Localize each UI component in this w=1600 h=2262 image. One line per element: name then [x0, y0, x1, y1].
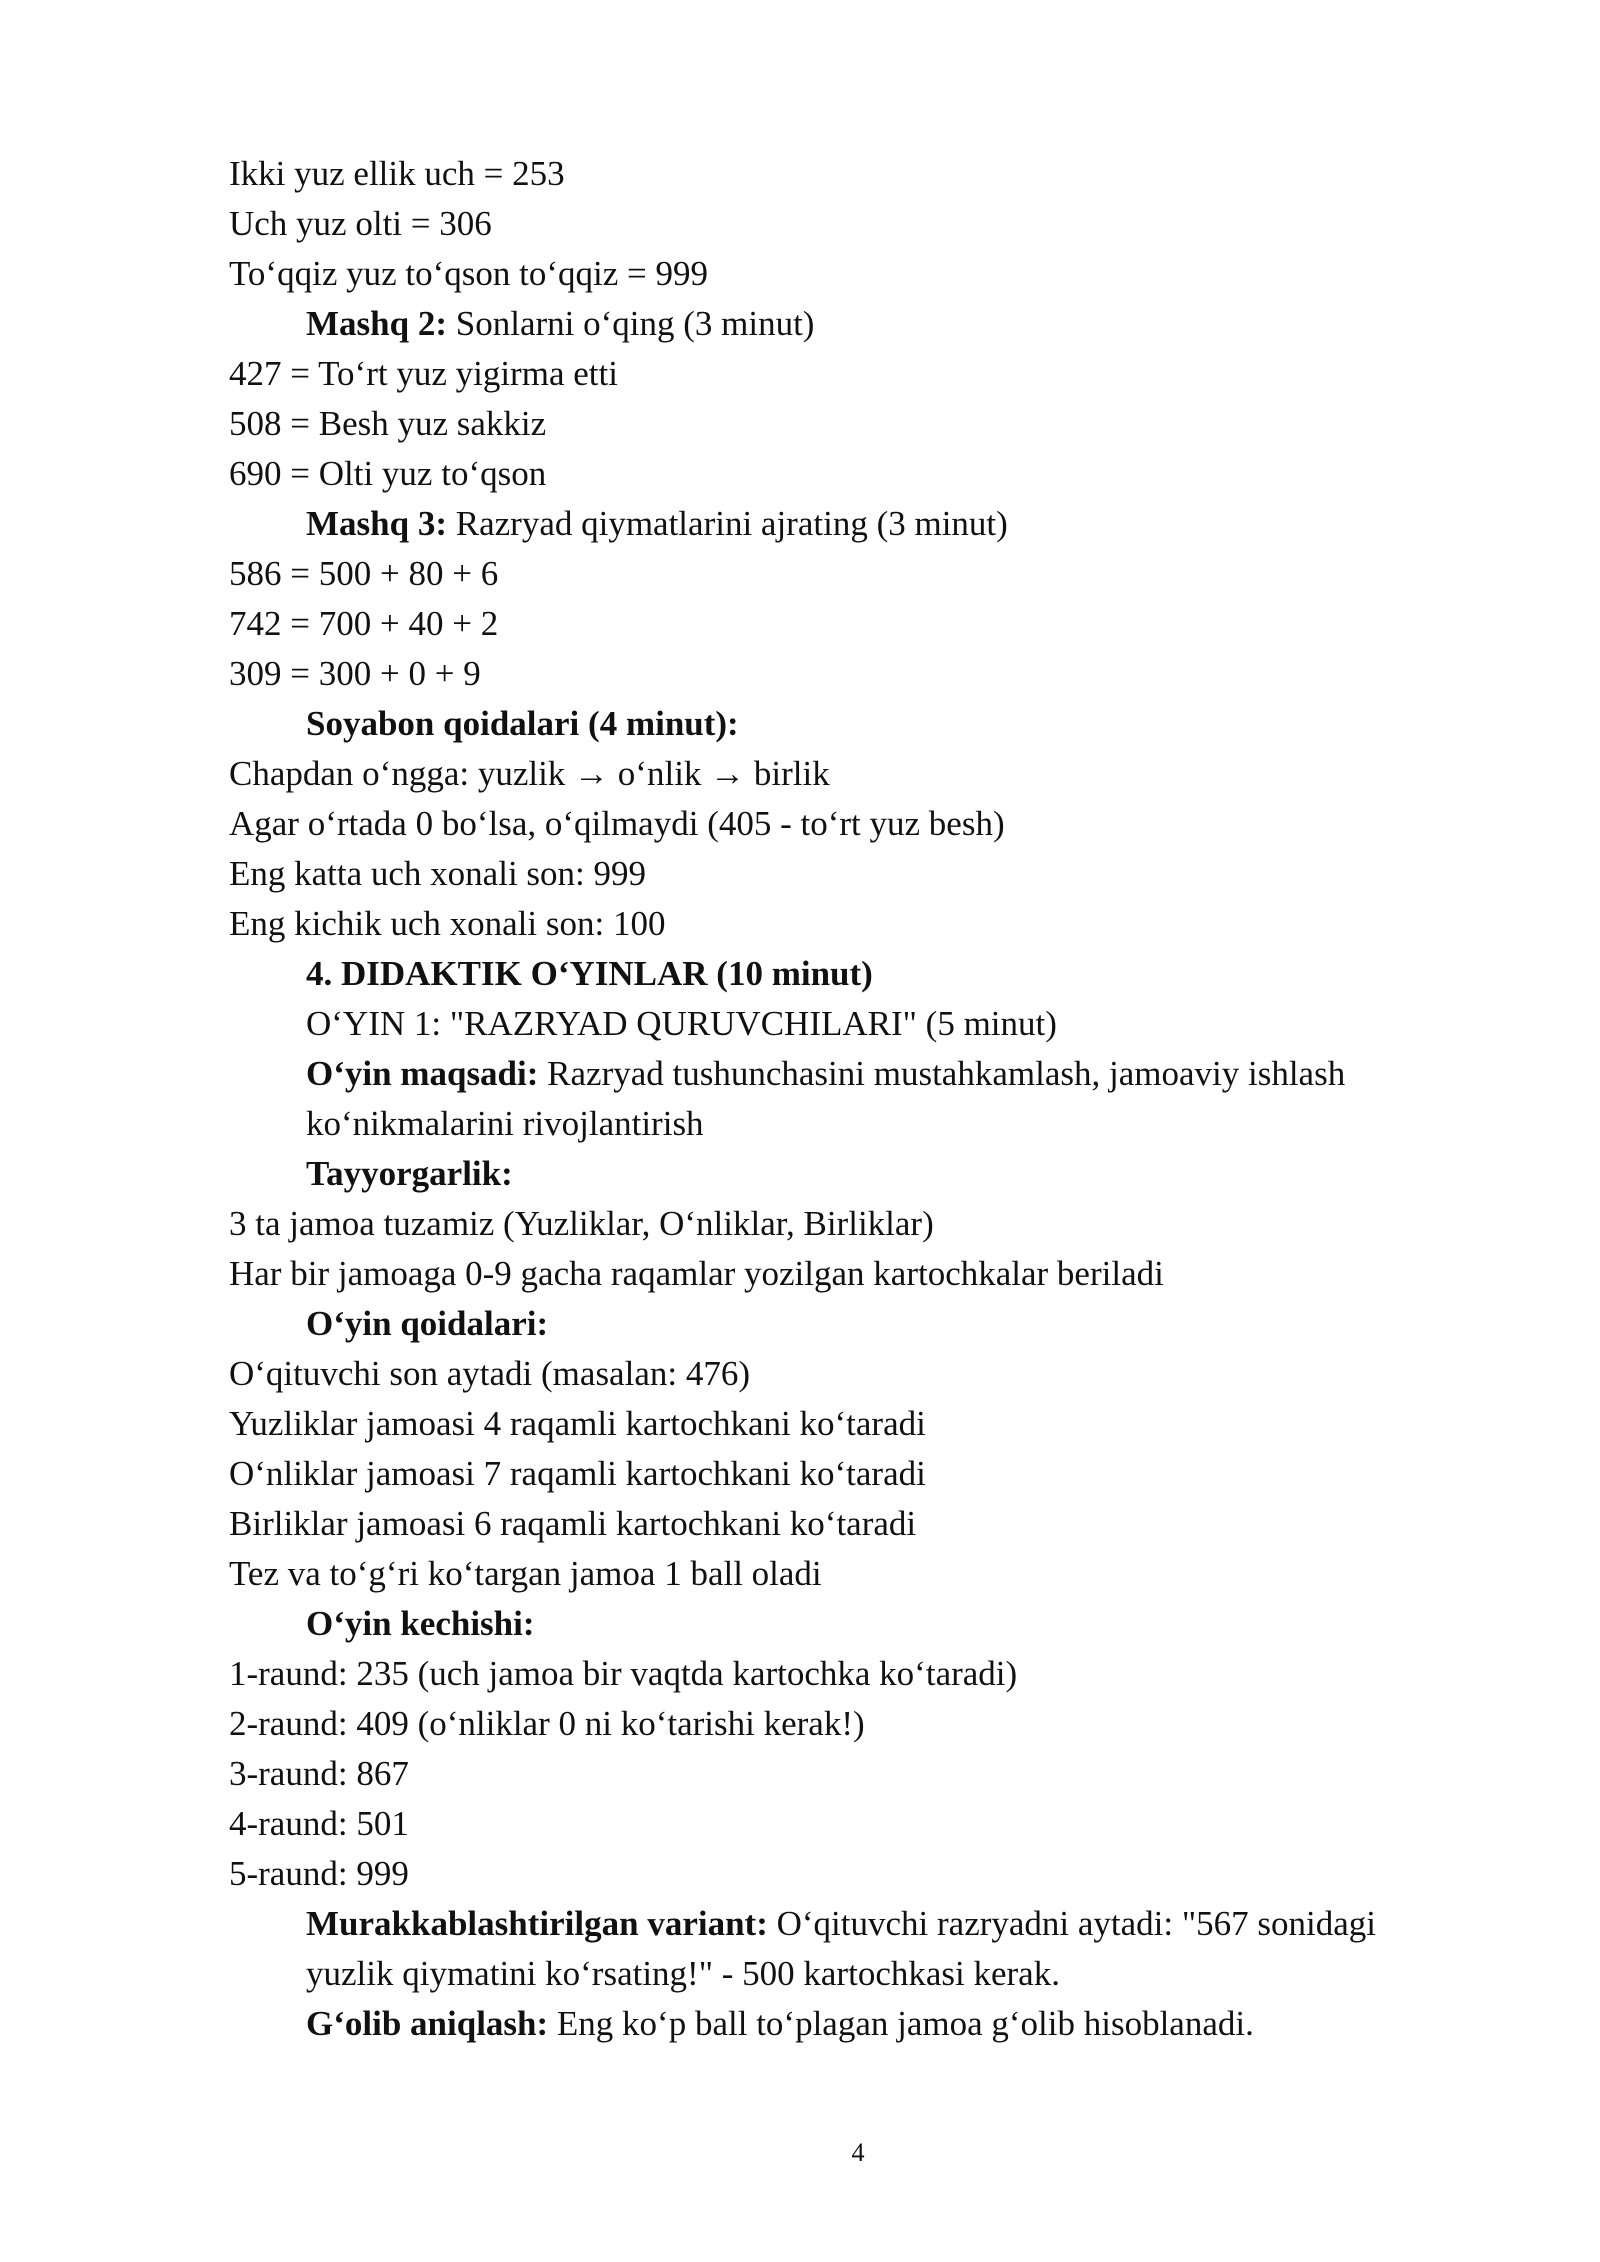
- text-line: 4-raund: 501: [229, 1804, 409, 1843]
- text-line: Ikki yuz ellik uch = 253: [229, 154, 565, 193]
- text-line: 427 = To‘rt yuz yigirma etti: [229, 354, 618, 393]
- exercise-heading: Mashq 2: Sonlarni o‘qing (3 minut): [306, 304, 815, 343]
- advanced-variant-paragraph: Murakkablashtirilgan variant: O‘qituvchi razryadni aytadi: "567 sonidagi yuzlik qiymatini ko‘rsating!" - 500 kartochkasi kerak.: [306, 1904, 1377, 1993]
- text-line: To‘qqiz yuz to‘qson to‘qqiz = 999: [229, 254, 709, 293]
- game-rules-heading: O‘yin qoidalari:: [306, 1304, 549, 1343]
- text-line: Har bir jamoaga 0-9 gacha raqamlar yozilgan kartochkalar beriladi: [229, 1254, 1164, 1293]
- text-line: 3-raund: 867: [229, 1754, 409, 1793]
- preparation-heading: Tayyorgarlik:: [306, 1154, 513, 1193]
- text-line: O‘nliklar jamoasi 7 raqamli kartochkani ko‘taradi: [229, 1454, 926, 1493]
- text-line: 508 = Besh yuz sakkiz: [229, 404, 547, 443]
- text-line: Birliklar jamoasi 6 raqamli kartochkani ko‘taradi: [229, 1504, 917, 1543]
- text-line: 2-raund: 409 (o‘nliklar 0 ni ko‘tarishi kerak!): [229, 1704, 865, 1743]
- text-line: 5-raund: 999: [229, 1854, 409, 1893]
- text-line: 586 = 500 + 80 + 6: [229, 554, 499, 593]
- exercise-heading: Mashq 3: Razryad qiymatlarini ajrating (3 minut): [306, 504, 1008, 543]
- text-line: Eng kichik uch xonali son: 100: [229, 904, 666, 943]
- text-line: 690 = Olti yuz to‘qson: [229, 454, 547, 493]
- text-line: Tez va to‘g‘ri ko‘targan jamoa 1 ball oladi: [229, 1554, 822, 1593]
- game-goal-paragraph: O‘yin maqsadi: Razryad tushunchasini mustahkamlash, jamoaviy ishlash ko‘nikmalarini rivojlantirish: [306, 1054, 1346, 1143]
- text-line: Agar o‘rtada 0 bo‘lsa, o‘qilmaydi (405 - to‘rt yuz besh): [229, 804, 1005, 843]
- winner-paragraph: G‘olib aniqlash: Eng ko‘p ball to‘plagan jamoa g‘olib hisoblanadi.: [306, 2004, 1254, 2043]
- document-page: [229, 149, 1461, 2049]
- text-line: Eng katta uch xonali son: 999: [229, 854, 647, 893]
- text-line: 3 ta jamoa tuzamiz (Yuzliklar, O‘nliklar, Birliklar): [229, 1204, 934, 1243]
- game-title: O‘YIN 1: "RAZRYAD QURUVCHILARI" (5 minut): [306, 1004, 1057, 1043]
- page-number: 4: [851, 2138, 865, 2167]
- text-line: Chapdan o‘ngga: yuzlik → o‘nlik → birlik: [229, 754, 830, 793]
- rules-heading: Soyabon qoidalari (4 minut):: [306, 704, 739, 743]
- section-heading: 4. DIDAKTIK O‘YINLAR (10 minut): [306, 954, 873, 993]
- text-line: O‘qituvchi son aytadi (masalan: 476): [229, 1354, 750, 1393]
- text-line: Uch yuz olti = 306: [229, 204, 492, 243]
- text-line: Yuzliklar jamoasi 4 raqamli kartochkani ko‘taradi: [229, 1404, 926, 1443]
- text-line: 742 = 700 + 40 + 2: [229, 604, 499, 643]
- text-line: 309 = 300 + 0 + 9: [229, 654, 481, 693]
- text-line: 1-raund: 235 (uch jamoa bir vaqtda kartochka ko‘taradi): [229, 1654, 1018, 1693]
- game-process-heading: O‘yin kechishi:: [306, 1604, 535, 1643]
